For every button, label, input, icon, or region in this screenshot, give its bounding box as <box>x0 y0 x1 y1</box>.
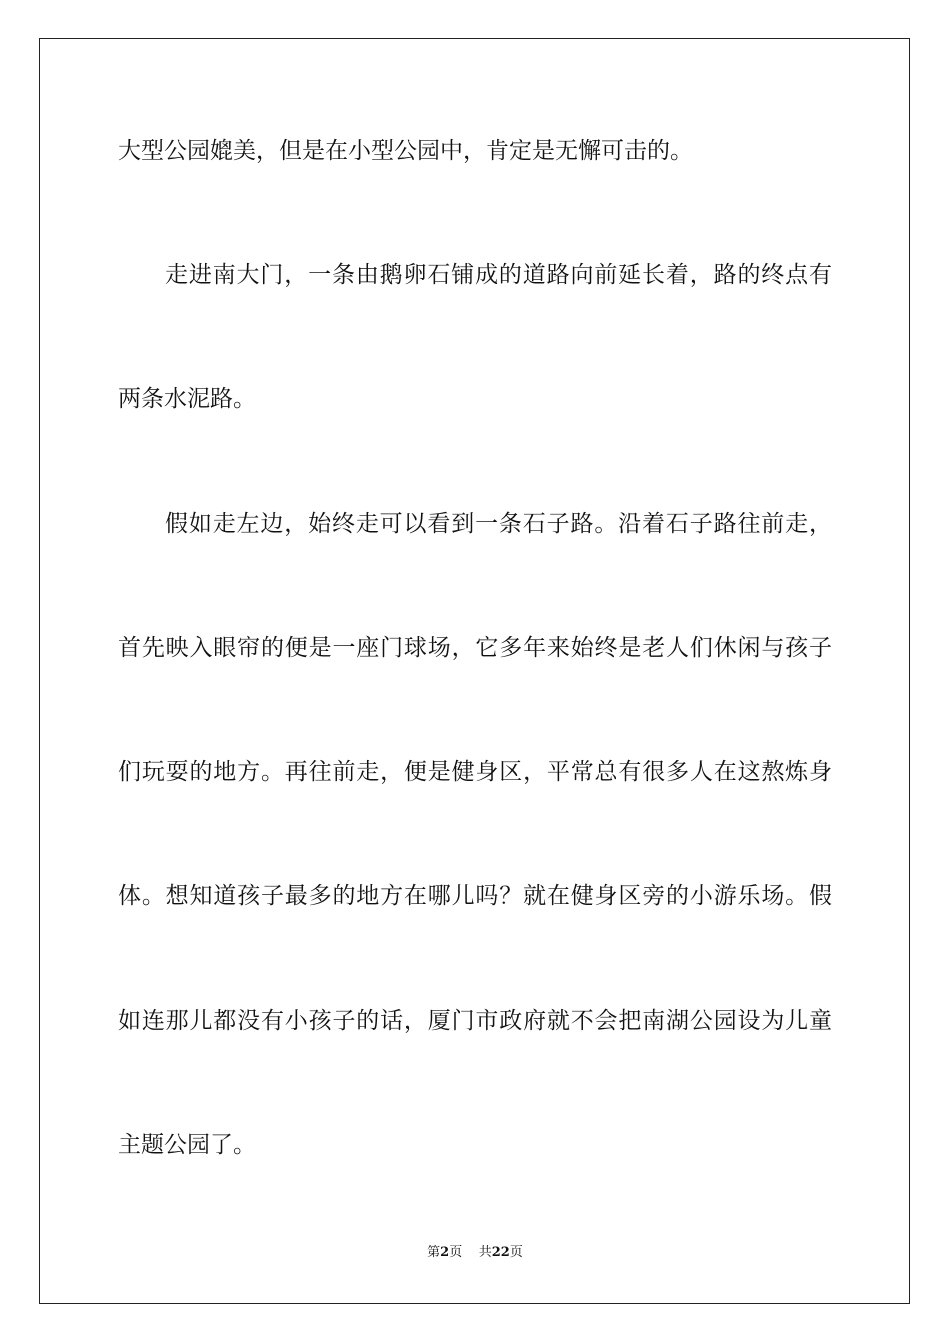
text-line-7: 体。想知道孩子最多的地方在哪儿吗？就在健身区旁的小游乐场。假 <box>118 883 832 909</box>
text-line-6: 们玩耍的地方。再往前走，便是健身区，平常总有很多人在这熬炼身 <box>118 759 832 785</box>
footer-total-prefix: 共 <box>478 1245 492 1260</box>
footer-total-suffix: 页 <box>509 1245 523 1260</box>
text-line-4: 假如走左边，始终走可以看到一条石子路。沿着石子路往前走， <box>165 511 832 537</box>
text-line-5: 首先映入眼帘的便是一座门球场，它多年来始终是老人们休闲与孩子 <box>118 635 832 661</box>
text-line-1: 大型公园媲美，但是在小型公园中，肯定是无懈可击的。 <box>118 138 693 164</box>
text-line-2: 走进南大门，一条由鹅卵石铺成的道路向前延长着，路的终点有 <box>165 262 832 288</box>
footer-total-pages: 22 <box>491 1245 510 1260</box>
footer-page-number: 2 <box>440 1245 450 1260</box>
page-footer <box>0 1244 950 1262</box>
text-line-3: 两条水泥路。 <box>118 386 256 412</box>
text-line-8: 如连那儿都没有小孩子的话，厦门市政府就不会把南湖公园设为儿童 <box>118 1008 832 1034</box>
page-border <box>39 38 910 1304</box>
footer-page-label: 第 <box>427 1245 441 1260</box>
text-line-9: 主题公园了。 <box>118 1132 256 1158</box>
footer-page-suffix: 页 <box>449 1245 463 1260</box>
